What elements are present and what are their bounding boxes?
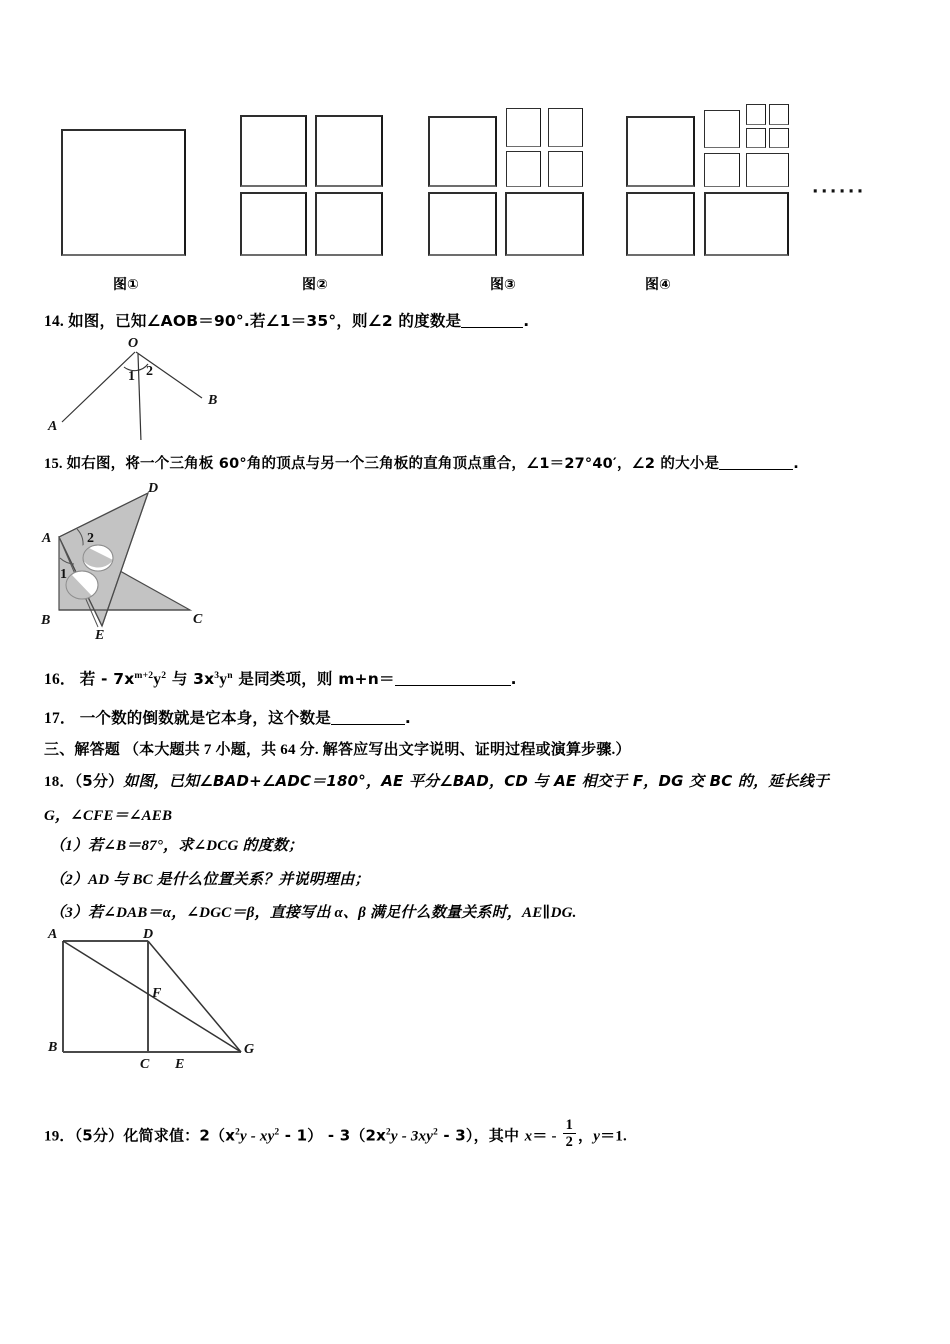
- square-tile: [315, 192, 383, 256]
- question-18-number: 18．: [44, 774, 75, 790]
- square-tile-small: [548, 151, 583, 187]
- question-16-tail: 是同类项，则 m+n＝: [232, 670, 395, 688]
- answer-blank[interactable]: [395, 685, 511, 686]
- exponent-2-c: 2: [386, 1127, 391, 1138]
- expr-part-4: - 3），其中: [437, 1126, 525, 1145]
- expr-part-2: - 1） - 3（2x: [279, 1126, 387, 1145]
- exponent-2-d: 2: [433, 1127, 438, 1138]
- fraction-numerator: 1: [565, 1117, 574, 1133]
- square-tile-small: [506, 108, 541, 147]
- question-16-number: 16．: [44, 671, 76, 688]
- question-19-number: 19．: [44, 1128, 75, 1145]
- answer-blank[interactable]: [331, 724, 405, 725]
- question-18-sub-2: （2）AD 与 BC 是什么位置关系？并说明理由；: [50, 872, 370, 888]
- var-y-2: y: [219, 671, 228, 688]
- square-tile-small: [704, 153, 740, 187]
- question-18-line-2: G，∠CFE＝∠AEB: [44, 808, 173, 824]
- question-15-text: [44, 454, 799, 475]
- square-tile: [626, 116, 695, 187]
- question-17-period: .: [404, 709, 411, 727]
- figure-label-C: C: [140, 1057, 150, 1072]
- figure-label-A: A: [48, 419, 58, 434]
- square-tile-small: [548, 108, 583, 147]
- figure-label-B: B: [48, 1040, 58, 1055]
- square-tile: [704, 192, 789, 256]
- expr-part-3: y - 3xy: [390, 1128, 434, 1145]
- question-16-lead: 若 - 7x: [79, 670, 135, 688]
- figure-label-C: C: [193, 612, 203, 627]
- figure-label-O: O: [128, 336, 139, 351]
- fraction-denominator: 2: [563, 1133, 576, 1149]
- square-tile: [240, 115, 307, 187]
- figure-label-A: A: [42, 531, 52, 546]
- figure-label-angle-2: 2: [87, 531, 94, 546]
- figure-label-B: B: [208, 393, 218, 408]
- figure-label-E: E: [95, 628, 105, 640]
- exponent-n: n: [227, 669, 233, 681]
- comma-separator: ，: [578, 1126, 594, 1145]
- question-17-text: [44, 707, 411, 730]
- exponent-3: 3: [214, 669, 220, 681]
- figure-label-2: 图②: [302, 277, 328, 293]
- y-value: ＝1.: [600, 1128, 627, 1145]
- figure-label-B: B: [41, 613, 51, 628]
- figure-label-D: D: [148, 481, 159, 496]
- square-tile: [428, 116, 497, 187]
- question-16-text: [44, 668, 517, 691]
- question-17-body: 一个数的倒数就是它本身，这个数是: [79, 709, 331, 727]
- series-ellipsis: ······: [812, 182, 866, 202]
- question-19-text: [44, 1118, 627, 1150]
- figure-label-4: 图④: [645, 277, 671, 293]
- question-14-body: 如图，已知∠AOB＝90°.若∠1＝35°，则∠2 的度数是: [68, 312, 462, 330]
- square-tile-tiny: [746, 128, 766, 148]
- square-pattern-figure-series: [0, 0, 950, 300]
- figure-label-angle-2: 2: [146, 364, 153, 379]
- variable-y: y: [593, 1128, 601, 1145]
- question-14-period: .: [523, 312, 530, 330]
- var-y-1: y: [153, 671, 162, 688]
- square-tile: [315, 115, 383, 187]
- answer-blank[interactable]: [461, 327, 523, 328]
- figure-label-angle-1: 1: [128, 369, 135, 384]
- figure-label-E: E: [175, 1057, 185, 1072]
- variable-x: x: [524, 1128, 533, 1145]
- square-tile-small: [506, 151, 541, 187]
- square-tile: [428, 192, 497, 256]
- question-16-period: .: [510, 670, 517, 688]
- square-tile: [61, 129, 186, 256]
- exponent-m-plus-2: m+2: [134, 669, 154, 681]
- square-tile: [626, 192, 695, 256]
- question-14-figure: [40, 330, 250, 440]
- equals-minus: ＝ -: [532, 1128, 561, 1145]
- square-tile-tiny: [769, 128, 789, 148]
- square-tile: [505, 192, 584, 256]
- question-15-figure: [30, 480, 265, 640]
- figure-label-angle-1: 1: [60, 567, 67, 582]
- figure-label-F: F: [152, 986, 162, 1001]
- mid-text-1: 与 3x: [166, 670, 215, 688]
- question-18-sub-1: （1）若∠B＝87°，求∠DCG 的度数；: [50, 838, 304, 854]
- question-18-figure: [30, 925, 285, 1080]
- figure-label-D: D: [143, 927, 154, 942]
- exponent-2-a: 2: [235, 1127, 240, 1138]
- question-17-number: 17．: [44, 710, 76, 727]
- section-heading-3: 三、解答题 （本大题共 7 小题，共 64 分. 解答应写出文字说明、证明过程或演算步骤.）: [44, 742, 631, 758]
- question-15-body: 如右图，将一个三角板 60°角的顶点与另一个三角板的直角顶点重合，∠1＝27°40′，∠2 的大小是: [66, 456, 720, 472]
- fraction-one-half: [563, 1118, 576, 1150]
- figure-label-A: A: [48, 927, 58, 942]
- square-tile-small: [704, 110, 740, 148]
- answer-blank[interactable]: [719, 469, 793, 470]
- square-tile-tiny: [746, 104, 766, 125]
- figure-label-1: 图①: [113, 277, 139, 293]
- question-19-lead: 化简求值：2（x: [123, 1126, 236, 1145]
- question-18-body-line-1: 如图，已知∠BAD+∠ADC＝180°，AE 平分∠BAD，CD 与 AE 相交于 F，DG 交 BC 的，延长线于: [123, 772, 830, 790]
- figure-label-G: G: [244, 1042, 255, 1057]
- question-18-score: （5分）: [74, 772, 124, 790]
- question-14-number: 14.: [44, 313, 64, 330]
- exponent-2: 2: [161, 669, 167, 681]
- expr-part-1: y - xy: [239, 1128, 275, 1145]
- question-19-score: （5分）: [74, 1126, 124, 1145]
- figure-label-3: 图③: [490, 277, 516, 293]
- question-15-number: 15.: [44, 456, 63, 472]
- question-18-sub-3: （3）若∠DAB＝α，∠DGC＝β，直接写出 α、β 满足什么数量关系时，AE∥DG.: [50, 905, 577, 921]
- square-tile: [240, 192, 307, 256]
- question-15-period: .: [793, 456, 799, 472]
- question-18-line-1: [44, 771, 829, 794]
- exponent-2-b: 2: [274, 1127, 280, 1138]
- square-tile-small: [746, 153, 789, 187]
- square-tile-tiny: [769, 104, 789, 125]
